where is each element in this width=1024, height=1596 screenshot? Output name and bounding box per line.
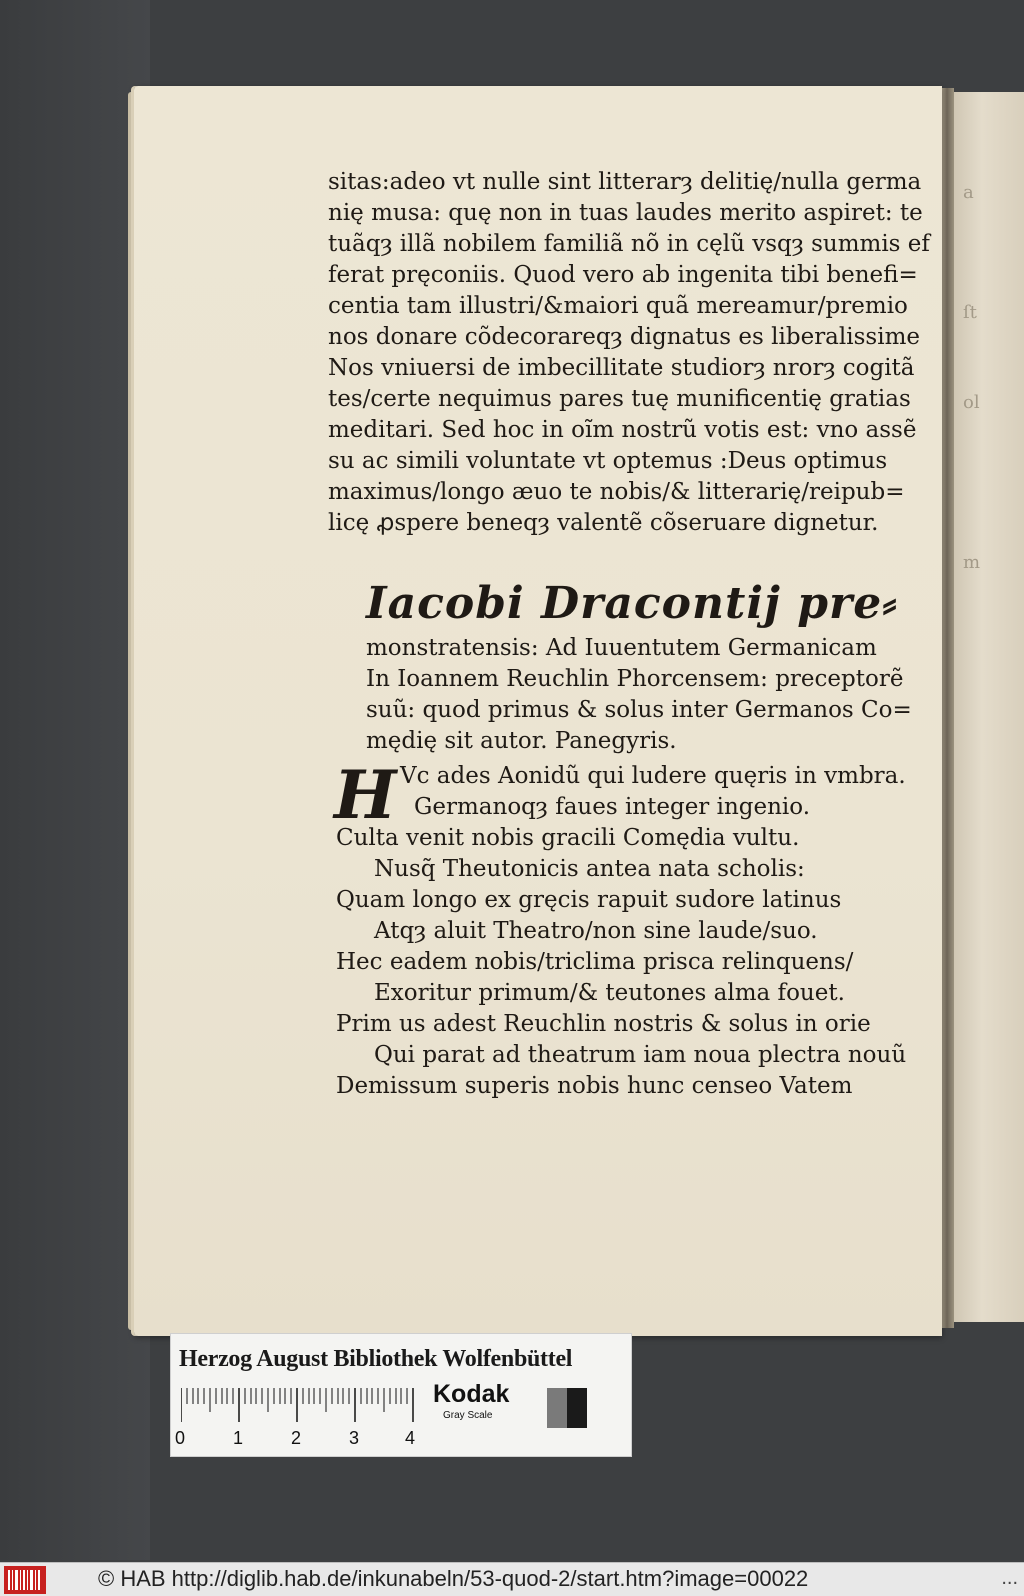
heading-line: mędię sit autor. Panegyris. [366, 728, 677, 754]
verse-line: Demissum superis nobis hunc censeo Vatem [336, 1073, 853, 1099]
verse-line: Germanoqȝ faues integer ingenio. [414, 794, 811, 820]
ruler-number: 4 [405, 1428, 416, 1448]
verse-line: Vc ades Aonidũ qui ludere quęris in vmbra. [400, 763, 906, 789]
calibration-card [170, 1333, 632, 1457]
section-heading [366, 575, 912, 757]
prose-line: nię musa: quę non in tuas laudes merito aspiret: te [328, 200, 923, 226]
prose-line: maximus/longo æuo te nobis/& litterarię/reipub= [328, 479, 905, 505]
prose-line: centia tam illustri/&maiori quã mereamur/premio [328, 293, 908, 319]
verse-line: Qui parat ad theatrum iam noua plectra nouũ [374, 1042, 907, 1068]
verse-line: Prim us adest Reuchlin nostris & solus in orie [336, 1011, 871, 1037]
gray-swatch-light [547, 1388, 567, 1428]
prose-line: su ac simili voluntate vt optemus :Deus optimus [328, 448, 888, 474]
more-icon[interactable]: ... [1001, 1567, 1018, 1589]
prose-line: licę ꝓspere beneqȝ valentẽ cõseruare dignetur. [328, 510, 879, 536]
prose-line: sitas:adeo vt nulle sint litterarȝ delitię/nulla germa [328, 169, 922, 195]
prose-line: tes/certe nequimus pares tuę munificentię gratias [328, 386, 911, 412]
verse-line: Atqȝ aluit Theatro/non sine laude/suo. [374, 918, 818, 944]
source-caption: © HAB http://diglib.hab.de/inkunabeln/53-quod-2/start.htm?image=00022 [98, 1566, 809, 1591]
heading-title: Iacobi Dracontij pre⸗ [366, 578, 898, 629]
verse-block [334, 756, 907, 1102]
library-name: Herzog August Bibliothek Wolfenbüttel [179, 1346, 573, 1372]
prose-text-block [328, 167, 930, 539]
heading-line: monstratensis: Ad Iuuentutem Germanicam [366, 635, 877, 661]
prose-line: ferat pręconiis. Quod vero ab ingenita tibi benefi= [328, 262, 918, 288]
ruler-number: 1 [233, 1428, 244, 1448]
ruler-number: 2 [291, 1428, 302, 1448]
prose-line: Nos vniuersi de imbecillitate studiorȝ nrorȝ cogitã [328, 355, 915, 381]
heading-line: In Ioannem Reuchlin Phorcensem: preceptorẽ [366, 666, 904, 692]
verse-line: Nusq̃ Theutonicis antea nata scholis: [374, 856, 805, 882]
ruler-scale [181, 1388, 421, 1428]
prose-line: tuãqȝ illã nobilem familiã nõ in cęlũ vsqȝ summis ef [328, 231, 930, 257]
gray-scale-label: Gray Scale [443, 1410, 493, 1421]
viewer-footer [0, 1562, 1024, 1596]
gray-swatch-dark [567, 1388, 587, 1428]
prose-line: meditari. Sed hoc in oĩm nostrũ votis est: vno assẽ [328, 417, 917, 443]
ruler-number: 3 [349, 1428, 360, 1448]
decorated-initial: H [334, 756, 397, 834]
ruler-number: 0 [175, 1428, 186, 1448]
verse-line: Exoritur primum/& teutones alma fouet. [374, 980, 845, 1006]
verse-line: Hec eadem nobis/triclima prisca relinquens/ [336, 949, 854, 975]
heading-line: suũ: quod primus & solus inter Germanos Co= [366, 697, 912, 723]
verse-line: Quam longo ex gręcis rapuit sudore latinus [336, 887, 842, 913]
kodak-logo-text: Kodak [433, 1380, 510, 1408]
adjacent-page-edge: a ſt ol m [952, 92, 1024, 1322]
barcode-icon [4, 1566, 46, 1594]
prose-line: nos donare cõdecorareqȝ dignatus es liberalissime [328, 324, 920, 350]
book-gutter [940, 88, 954, 1328]
verse-line: Culta venit nobis gracili Comędia vultu. [336, 825, 800, 851]
